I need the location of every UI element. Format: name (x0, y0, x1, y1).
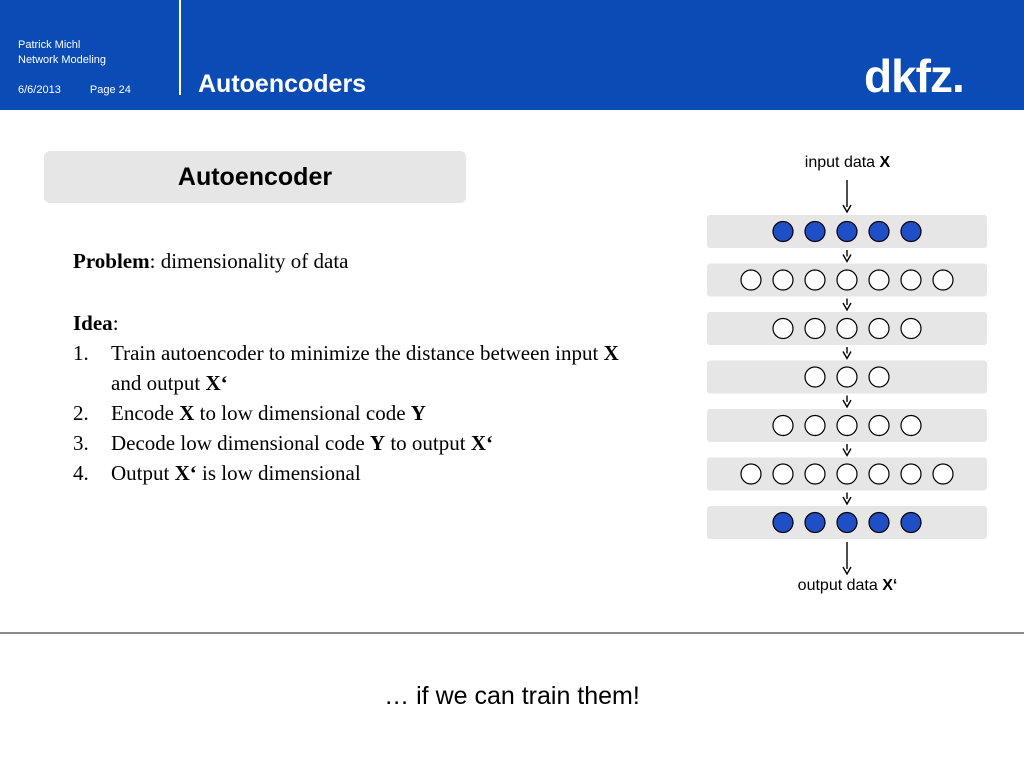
hidden-node (837, 464, 857, 484)
hidden-node (741, 270, 761, 290)
author-name: Patrick Michl (18, 39, 81, 51)
filled-node (837, 222, 857, 242)
output-label-text: output data (797, 577, 883, 594)
content-text (73, 246, 633, 488)
hidden-node (805, 367, 825, 387)
item-text: Encode (111, 401, 180, 425)
filled-node (869, 222, 889, 242)
hidden-node (837, 416, 857, 436)
list-item (73, 338, 633, 398)
input-data-label (740, 154, 955, 172)
list-number: 3. (73, 431, 89, 455)
idea-list (73, 338, 633, 488)
hidden-node (901, 416, 921, 436)
list-number: 1. (73, 341, 89, 365)
slide-date: 6/6/2013 (18, 84, 61, 96)
item-text: Train autoencoder to minimize the distance between input (111, 341, 604, 365)
hidden-node (901, 464, 921, 484)
item-var: Y (410, 401, 426, 425)
hidden-node (869, 367, 889, 387)
hidden-node (805, 464, 825, 484)
list-number: 2. (73, 401, 89, 425)
hidden-node (869, 270, 889, 290)
hidden-node (869, 416, 889, 436)
section-title: Autoencoder (177, 163, 333, 191)
hidden-node (901, 270, 921, 290)
input-label-text: input data (804, 154, 880, 171)
item-var: X (179, 401, 195, 425)
input-var: X (879, 154, 891, 171)
filled-node (901, 222, 921, 242)
idea-label: Idea (73, 311, 113, 335)
hidden-node (773, 270, 793, 290)
list-item (73, 398, 633, 428)
header-divider (179, 0, 181, 95)
hidden-node (837, 367, 857, 387)
hidden-node (805, 416, 825, 436)
filled-node (869, 513, 889, 533)
header-author-block (18, 38, 106, 68)
item-var: X‘ (205, 371, 228, 395)
hidden-node (837, 319, 857, 339)
item-text: is low dimensional (196, 461, 361, 485)
list-item (73, 428, 633, 458)
hidden-node (869, 464, 889, 484)
hidden-node (773, 416, 793, 436)
item-text: and output (111, 371, 206, 395)
item-var: X‘ (470, 431, 494, 455)
filled-node (805, 222, 825, 242)
filled-node (837, 513, 857, 533)
item-var: Y (369, 431, 386, 455)
filled-node (901, 513, 921, 533)
hidden-node (901, 319, 921, 339)
hidden-node (773, 464, 793, 484)
footer-text: … if we can train them! (384, 682, 640, 710)
dkfz-logo (862, 52, 1002, 100)
output-var: X‘ (882, 577, 898, 594)
problem-label: Problem (73, 249, 150, 273)
list-item (73, 458, 633, 488)
autoencoder-diagram (700, 176, 1000, 576)
header-subtitle: Network Modeling (18, 54, 107, 66)
filled-node (805, 513, 825, 533)
hidden-node (805, 270, 825, 290)
problem-text: : dimensionality of data (149, 249, 349, 273)
item-text: to low dimensional code (194, 401, 411, 425)
hidden-node (933, 464, 953, 484)
hidden-node (805, 319, 825, 339)
footer-divider (0, 632, 1024, 634)
page-number: Page 24 (89, 84, 131, 96)
item-text: Output (111, 461, 175, 485)
logo-text: dkfz. (864, 52, 964, 100)
hidden-node (773, 319, 793, 339)
filled-node (773, 222, 793, 242)
slide-title: Autoencoders (198, 70, 367, 98)
list-number: 4. (73, 461, 89, 485)
hidden-node (741, 464, 761, 484)
hidden-node (837, 270, 857, 290)
idea-line (73, 308, 633, 338)
item-var: X (603, 341, 619, 365)
item-var: X‘ (174, 461, 197, 485)
hidden-node (869, 319, 889, 339)
item-text: to output (385, 431, 471, 455)
header-meta (18, 84, 131, 96)
slide-header (0, 0, 1024, 110)
filled-node (773, 513, 793, 533)
output-data-label (740, 577, 955, 595)
section-title-box (44, 151, 466, 203)
item-text: Decode low dimensional code (111, 431, 370, 455)
problem-line (73, 246, 633, 276)
hidden-node (933, 270, 953, 290)
idea-colon: : (112, 311, 119, 335)
